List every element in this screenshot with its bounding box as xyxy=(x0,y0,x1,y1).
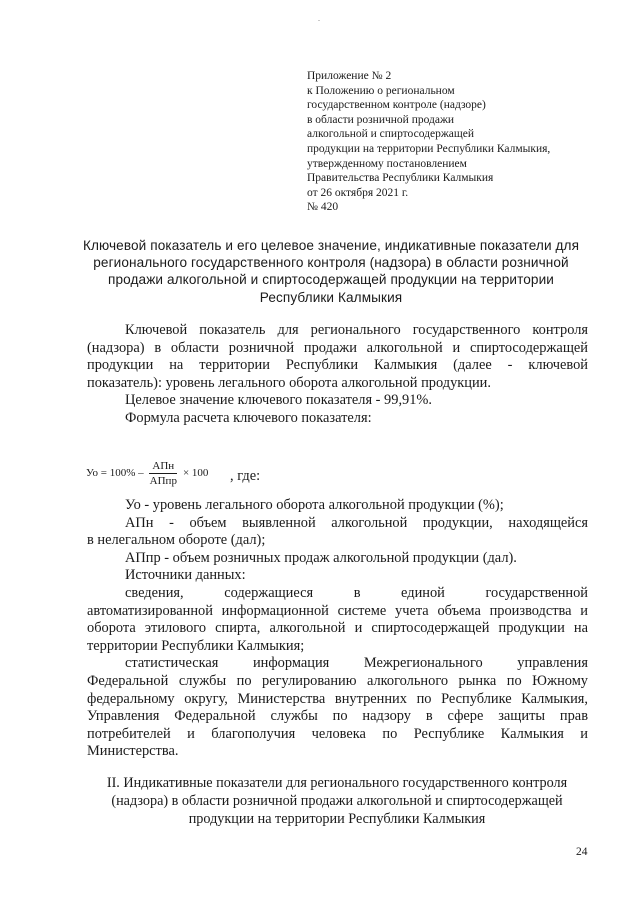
appendix-line: алкогольной и спиртосодержащей xyxy=(307,128,474,141)
body-line: показатель): уровень легального оборота алкогольной продукции. xyxy=(87,374,491,391)
section-2-heading xyxy=(82,774,592,828)
body-line: (надзора) в области розничной продажи алкогольной и спиртосодержащей xyxy=(87,339,588,356)
body-line: автоматизированной информационной системе учета объема производства и xyxy=(87,602,588,619)
body-line: Федеральной службы по регулированию алкогольного рынка по Южному xyxy=(87,672,588,689)
body-line: Уо - уровень легального оборота алкогольной продукции (%); xyxy=(125,497,504,513)
appendix-line: в области розничной продажи xyxy=(307,113,455,126)
formula-suffix: , где: xyxy=(230,468,261,484)
body-line: Министерства. xyxy=(87,743,179,760)
body-line: АПн - объем выявленной алкогольной продукции, находящейся xyxy=(125,514,588,531)
formula-fraction xyxy=(147,460,180,487)
body-line: Ключевой показатель для регионального государственного контроля xyxy=(125,322,588,338)
appendix-line: Правительства Республики Калмыкия xyxy=(307,172,494,185)
title-line: Республики Калмыкия xyxy=(259,289,403,305)
page-number: 24 xyxy=(576,846,588,858)
appendix-line: Приложение № 2 xyxy=(307,70,392,82)
body-line: в нелегальном обороте (дал); xyxy=(87,532,266,549)
body-line: АПпр - объем розничных продаж алкогольной продукции (дал). xyxy=(125,549,517,566)
body-line: статистическая информация Межрегионального управления xyxy=(125,655,588,672)
appendix-line: утвержденному постановлением xyxy=(307,157,467,170)
body-line: продукции на территории Республики Калмыкия (далее - ключевой xyxy=(87,357,588,374)
formula-denominator: АПпр xyxy=(149,474,177,487)
section-2-line: продукции на территории Республики Калмыкия xyxy=(188,811,486,827)
intro-paragraph xyxy=(87,322,588,428)
body-line: Управления Федеральной службы по надзору в сфере защиты прав xyxy=(87,708,588,725)
body-line: оборота этилового спирта, алкогольной и спиртосодержащей продукции на xyxy=(87,620,588,637)
appendix-header xyxy=(307,69,607,215)
formula-multiplier: × 100 xyxy=(182,467,209,479)
body-line: Целевое значение ключевого показателя - 99,91%. xyxy=(125,392,433,409)
formula-numerator: АПн xyxy=(149,460,177,474)
document-title xyxy=(78,237,584,306)
appendix-line: от 26 октября 2021 г. xyxy=(307,186,409,199)
body-line: Формула расчета ключевого показателя: xyxy=(125,409,372,426)
key-indicator-formula xyxy=(86,448,208,498)
appendix-line: № 420 xyxy=(307,201,339,214)
body-line: территории Республики Калмыкия; xyxy=(87,637,305,654)
appendix-line: государственном контроле (надзоре) xyxy=(307,99,486,112)
formula-lhs: Уо = 100% – xyxy=(86,467,144,479)
title-line: Ключевой показатель и его целевое значение, индикативные показатели для xyxy=(82,238,580,253)
body-line: сведения, содержащиеся в единой государственной xyxy=(125,584,588,601)
body-line: потребителей и благополучия человека по Республике Калмыкия и xyxy=(87,725,588,742)
title-line: продажи алкогольной и спиртосодержащей продукции на территории xyxy=(108,272,554,288)
appendix-line: продукции на территории Республики Калмыкия, xyxy=(307,142,551,155)
appendix-line: к Положению о региональном xyxy=(307,84,455,97)
scan-dot: . xyxy=(318,14,320,23)
definitions-block xyxy=(87,497,588,761)
title-line: регионального государственного контроля (надзора) в области розничной xyxy=(93,255,569,271)
body-line: Источники данных: xyxy=(125,567,246,584)
section-2-line: (надзора) в области розничной продажи алкогольной и спиртосодержащей xyxy=(111,793,563,809)
section-2-line: II. Индикативные показатели для регионального государственного контроля xyxy=(106,775,568,791)
body-line: федеральному округу, Министерства внутренних по Республике Калмыкия, xyxy=(87,690,588,707)
